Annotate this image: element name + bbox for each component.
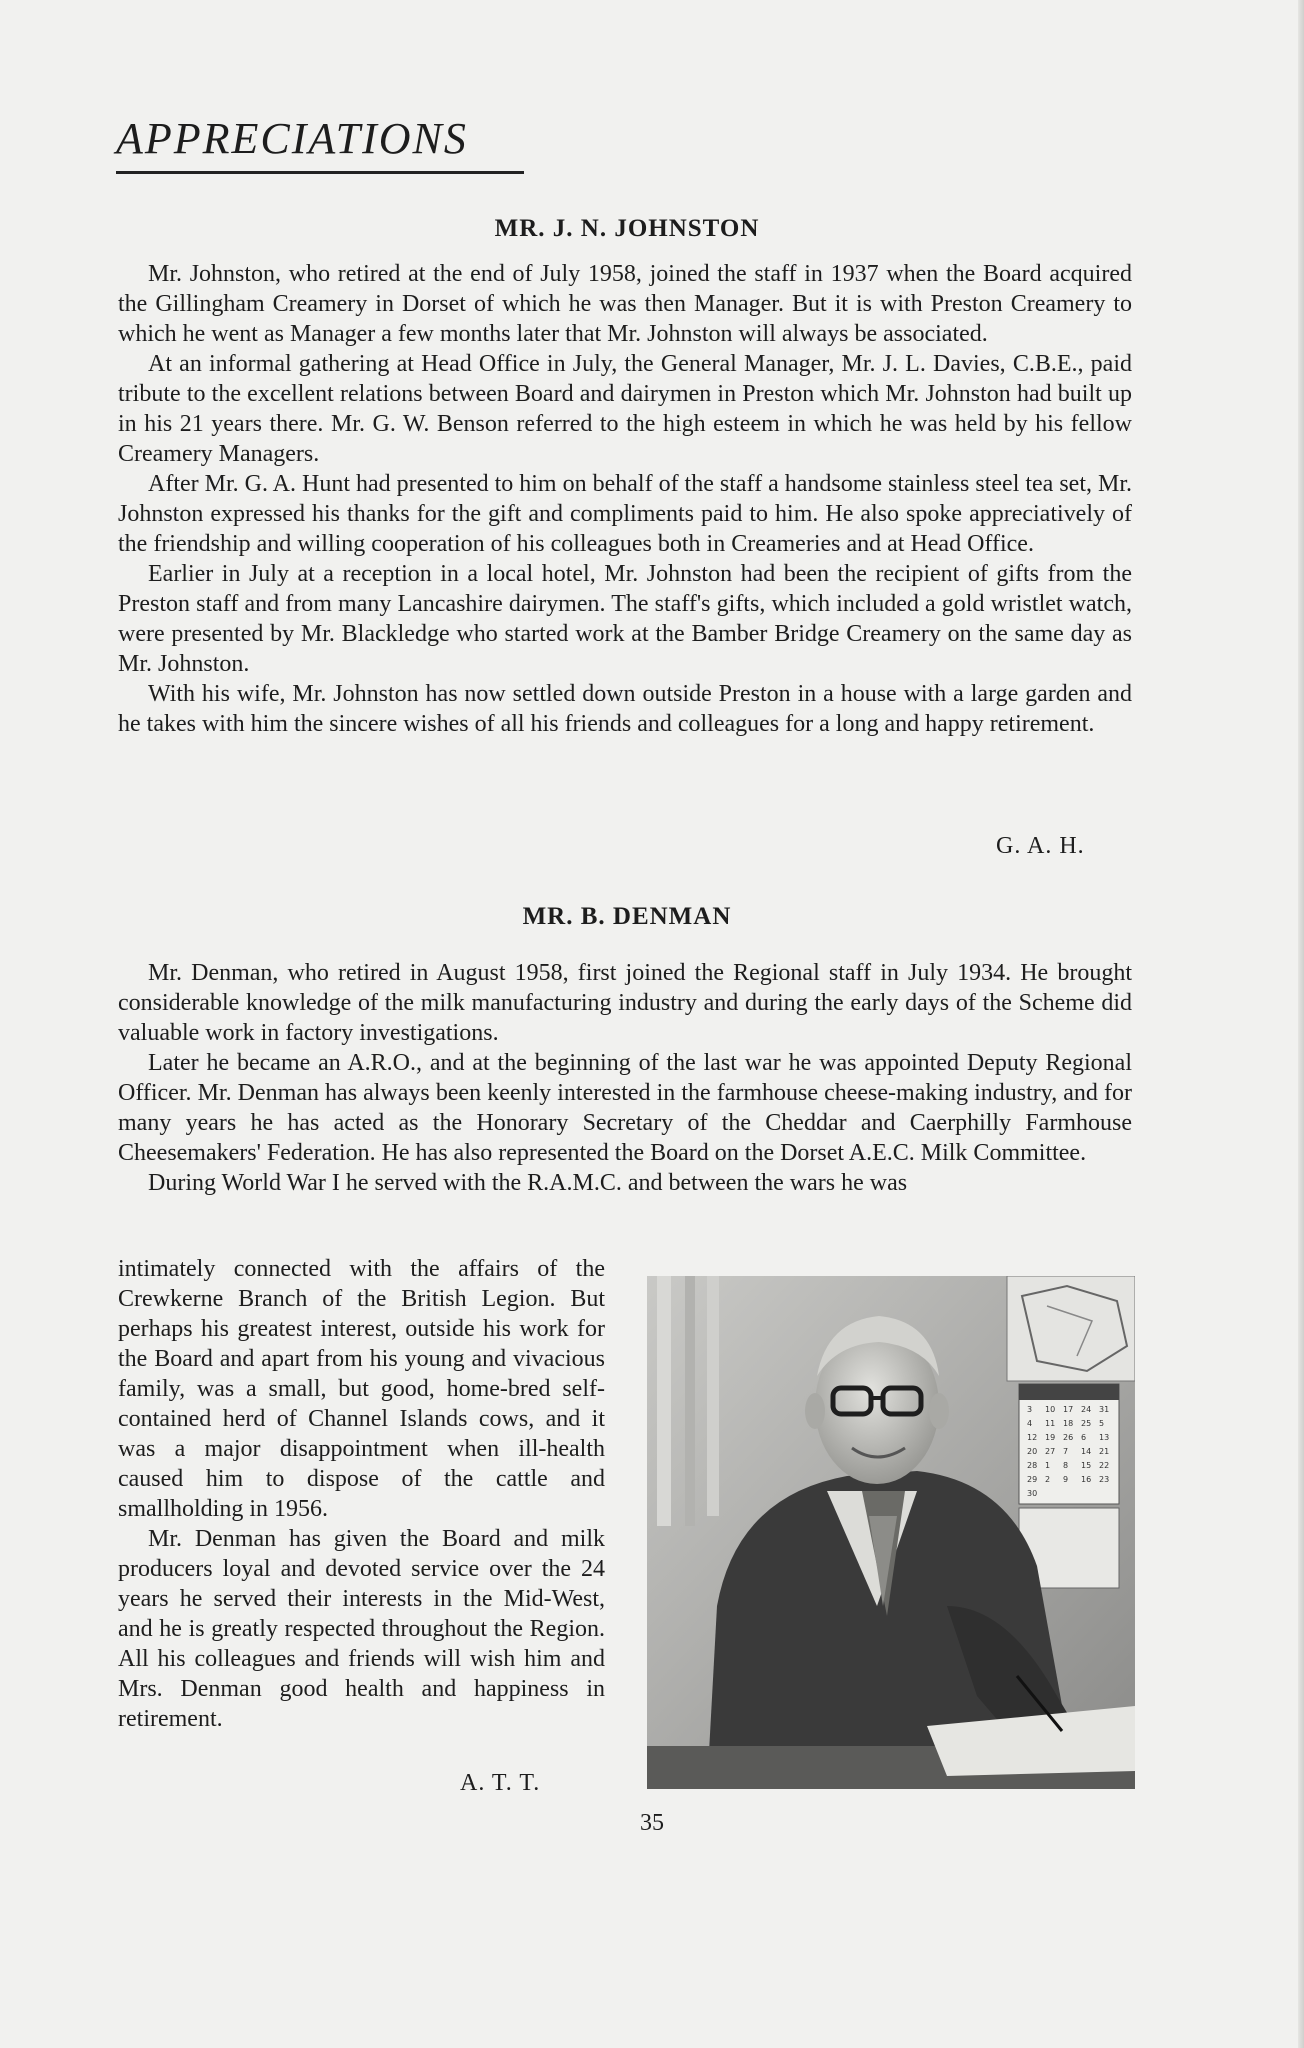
- calendar-number: 27: [1045, 1447, 1056, 1456]
- calendar-number: 14: [1081, 1447, 1092, 1456]
- calendar-number: 11: [1045, 1419, 1056, 1428]
- paragraph: With his wife, Mr. Johnston has now settled down outside Preston in a house with a large garden and he takes with him the sincere wishes of all his friends and colleagues for a long and happy retirement.: [118, 681, 1132, 737]
- calendar-number: 4: [1027, 1419, 1033, 1428]
- paragraph: At an informal gathering at Head Office in July, the General Manager, Mr. J. L. Davies, C.B.E., paid tribute to the excellent relations between Board and dairymen in Preston which Mr. Johnston had built up in his 21 years there. Mr. G. W. Benson referred to the high esteem in which he was held by his fellow Creamery Managers.: [118, 351, 1132, 467]
- calendar-number: 3: [1027, 1405, 1033, 1414]
- calendar-number: 20: [1027, 1447, 1038, 1456]
- paragraph: Later he became an A.R.O., and at the beginning of the last war he was appointed Deputy Regional Officer. Mr. Denman has always been keenly interested in the farmhouse cheese-making industry, and for many years he has acted as the Honorary Secretary of the Cheddar and Caerphilly Farmhouse Cheesemakers' Federation. He has also represented the Board on the Dorset A.E.C. Milk Committee.: [118, 1050, 1132, 1166]
- heading-underline: [116, 171, 524, 174]
- calendar-number: 19: [1045, 1433, 1056, 1442]
- calendar-number: 8: [1063, 1461, 1069, 1470]
- paragraph: Mr. Denman has given the Board and milk producers loyal and devoted service over the 24 years he served their interests in the Mid-West, and he is greatly respected throughout the Region. All his colleagues and friends will wish him and Mrs. Denman good health and happiness in retirement.: [118, 1526, 605, 1732]
- paragraph: During World War I he served with the R.A.M.C. and between the wars he was: [148, 1170, 908, 1196]
- calendar-number: 1: [1045, 1461, 1051, 1470]
- page-number: 35: [640, 1810, 664, 1836]
- signature-denman: A. T. T.: [460, 1770, 541, 1796]
- calendar-number: 13: [1099, 1433, 1110, 1442]
- calendar-number: 16: [1081, 1475, 1092, 1484]
- calendar-number: 7: [1063, 1447, 1069, 1456]
- paragraph: intimately connected with the affairs of the Crewkerne Branch of the British Legion. But perhaps his greatest interest, outside his work for the Board and apart from his young and vivacious family, was a small, but good, home-bred self-contained herd of Channel Islands cows, and it was a major disappointment when ill-health caused him to dispose of the cattle and smallholding in 1956.: [118, 1256, 605, 1522]
- calendar-number: 17: [1063, 1405, 1074, 1414]
- calendar-number: 10: [1045, 1405, 1056, 1414]
- paragraph: Mr. Denman, who retired in August 1958, first joined the Regional staff in July 1934. He brought considerable knowledge of the milk manufacturing industry and during the early days of the Scheme did valuable work in factory investigations.: [118, 960, 1132, 1046]
- calendar-number: 28: [1027, 1461, 1038, 1470]
- paragraph: After Mr. G. A. Hunt had presented to him on behalf of the staff a handsome stainless steel tea set, Mr. Johnston expressed his thanks for the gift and compliments paid to him. He also spoke appreciatively of the friendship and willing cooperation of his colleagues both in Creameries and at Head Office.: [118, 471, 1132, 557]
- calendar-number: 22: [1099, 1461, 1110, 1470]
- portrait-illustration: [647, 1276, 1135, 1789]
- article-johnston: [118, 259, 1132, 739]
- portrait-photo: [647, 1276, 1135, 1789]
- page-edge-shadow: [1298, 0, 1304, 2048]
- calendar-number: 30: [1027, 1489, 1038, 1498]
- section-title-johnston: MR. J. N. JOHNSTON: [494, 215, 760, 242]
- calendar-number: 15: [1081, 1461, 1092, 1470]
- calendar-number: 12: [1027, 1433, 1038, 1442]
- calendar-number: 5: [1099, 1419, 1105, 1428]
- article-denman: [118, 958, 1132, 1198]
- calendar-number: 26: [1063, 1433, 1074, 1442]
- article-denman-column: [118, 1254, 605, 1734]
- calendar-number: 2: [1045, 1475, 1051, 1484]
- calendar-number: 6: [1081, 1433, 1087, 1442]
- page-heading: APPRECIATIONS: [116, 114, 468, 163]
- calendar-number: 29: [1027, 1475, 1038, 1484]
- calendar-number: 31: [1099, 1405, 1110, 1414]
- calendar-number: 9: [1063, 1475, 1069, 1484]
- calendar-number: 23: [1099, 1475, 1110, 1484]
- calendar-number: 18: [1063, 1419, 1074, 1428]
- paragraph: Earlier in July at a reception in a local hotel, Mr. Johnston had been the recipient of gifts from the Preston staff and from many Lancashire dairymen. The staff's gifts, which included a gold wristlet watch, were presented by Mr. Blackledge who started work at the Bamber Bridge Creamery on the same day as Mr. Johnston.: [118, 561, 1132, 677]
- calendar-number: 24: [1081, 1405, 1092, 1414]
- signature-johnston: G. A. H.: [996, 833, 1085, 859]
- calendar-number: 21: [1099, 1447, 1110, 1456]
- paragraph: Mr. Johnston, who retired at the end of July 1958, joined the staff in 1937 when the Board acquired the Gillingham Creamery in Dorset of which he was then Manager. But it is with Preston Creamery to which he went as Manager a few months later that Mr. Johnston will always be associated.: [118, 261, 1132, 347]
- calendar-number: 25: [1081, 1419, 1092, 1428]
- section-title-denman: MR. B. DENMAN: [522, 903, 732, 930]
